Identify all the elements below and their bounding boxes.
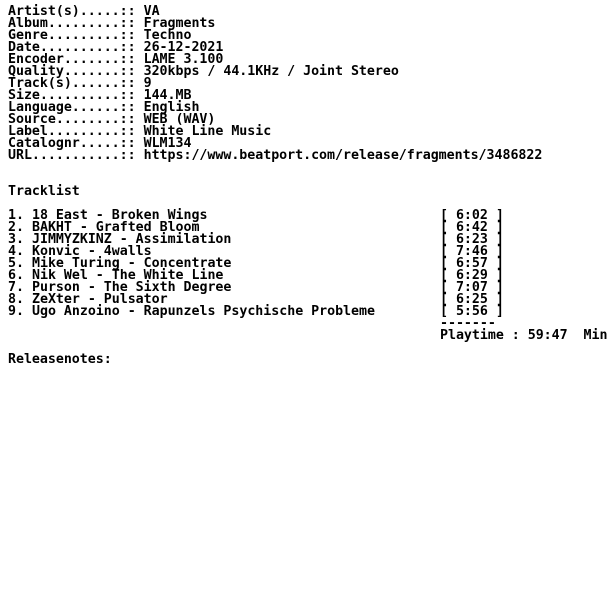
track-number: 9.	[8, 304, 24, 319]
releasenotes-heading: Releasenotes:	[8, 352, 112, 367]
info-key: Quality.......:	[8, 64, 128, 79]
info-value: : 26-12-2021	[127, 40, 224, 55]
track-duration: [ 5:56 ]	[440, 304, 504, 319]
track-title: Konvic - 4walls	[32, 244, 152, 259]
track-title: Ugo Anzoino - Rapunzels Psychische Probleme	[32, 304, 375, 319]
info-value: : Fragments	[127, 16, 216, 31]
info-key: URL...........:	[8, 148, 128, 163]
track-duration: [ 6:57 ]	[440, 256, 504, 271]
info-value: : 9	[127, 76, 152, 91]
track-title: Purson - The Sixth Degree	[32, 280, 232, 295]
info-url: : https://www.beatport.com/release/fragments/3486822	[127, 148, 543, 163]
track-title: 18 East - Broken Wings	[32, 208, 208, 223]
info-row-url	[8, 150, 607, 162]
track-duration: [ 6:23 ]	[440, 232, 504, 247]
track-duration: [ 6:25 ]	[440, 292, 504, 307]
spacer	[8, 174, 607, 186]
info-key: Source........:	[8, 112, 128, 127]
track-number: 3.	[8, 232, 24, 247]
track-number: 1.	[8, 208, 24, 223]
info-key: Encoder.......:	[8, 52, 128, 67]
track-title: ZeXter - Pulsator	[32, 292, 168, 307]
track-number: 4.	[8, 244, 24, 259]
track-number: 6.	[8, 268, 24, 283]
info-key: Size..........:	[8, 88, 128, 103]
track-title: Nik Wel - The White Line	[32, 268, 224, 283]
info-key: Album.........:	[8, 16, 128, 31]
tracklist-heading: Tracklist	[8, 184, 80, 199]
track-number: 2.	[8, 220, 24, 235]
track-number: 8.	[8, 292, 24, 307]
track-title: BAKHT - Grafted Bloom	[32, 220, 200, 235]
nfo-document	[8, 6, 607, 366]
info-value: : Techno	[127, 28, 192, 43]
info-value: : WEB (WAV)	[127, 112, 216, 127]
tracklist	[8, 210, 607, 318]
info-key: Label.........:	[8, 124, 128, 139]
playtime-total: Playtime : 59:47 Min	[440, 328, 608, 343]
track-duration: [ 6:29 ]	[440, 268, 504, 283]
track-duration: [ 7:46 ]	[440, 244, 504, 259]
info-value: : 144.MB	[127, 88, 192, 103]
track-number: 5.	[8, 256, 24, 271]
track-number: 7.	[8, 280, 24, 295]
track-row	[8, 306, 607, 318]
track-duration: [ 6:42 ]	[440, 220, 504, 235]
track-duration: [ 7:07 ]	[440, 280, 504, 295]
info-key: Language......:	[8, 100, 128, 115]
info-value: : White Line Music	[127, 124, 272, 139]
info-key: Genre.........:	[8, 28, 128, 43]
info-key: Artist(s).....:	[8, 4, 128, 19]
info-key: Date..........:	[8, 40, 128, 55]
track-title: JIMMYZKINZ - Assimilation	[32, 232, 232, 247]
track-duration: [ 6:02 ]	[440, 208, 504, 223]
info-value: : LAME 3.100	[127, 52, 224, 67]
info-value: : VA	[127, 4, 160, 19]
total-divider: -------	[440, 316, 496, 331]
track-title: Mike Turing - Concentrate	[32, 256, 232, 271]
info-value: : WLM134	[127, 136, 192, 151]
info-key: Catalognr.....:	[8, 136, 128, 151]
info-value: : 320kbps / 44.1KHz / Joint Stereo	[127, 64, 399, 79]
info-key: Track(s)......:	[8, 76, 128, 91]
spacer	[8, 162, 607, 174]
info-value: : English	[127, 100, 200, 115]
